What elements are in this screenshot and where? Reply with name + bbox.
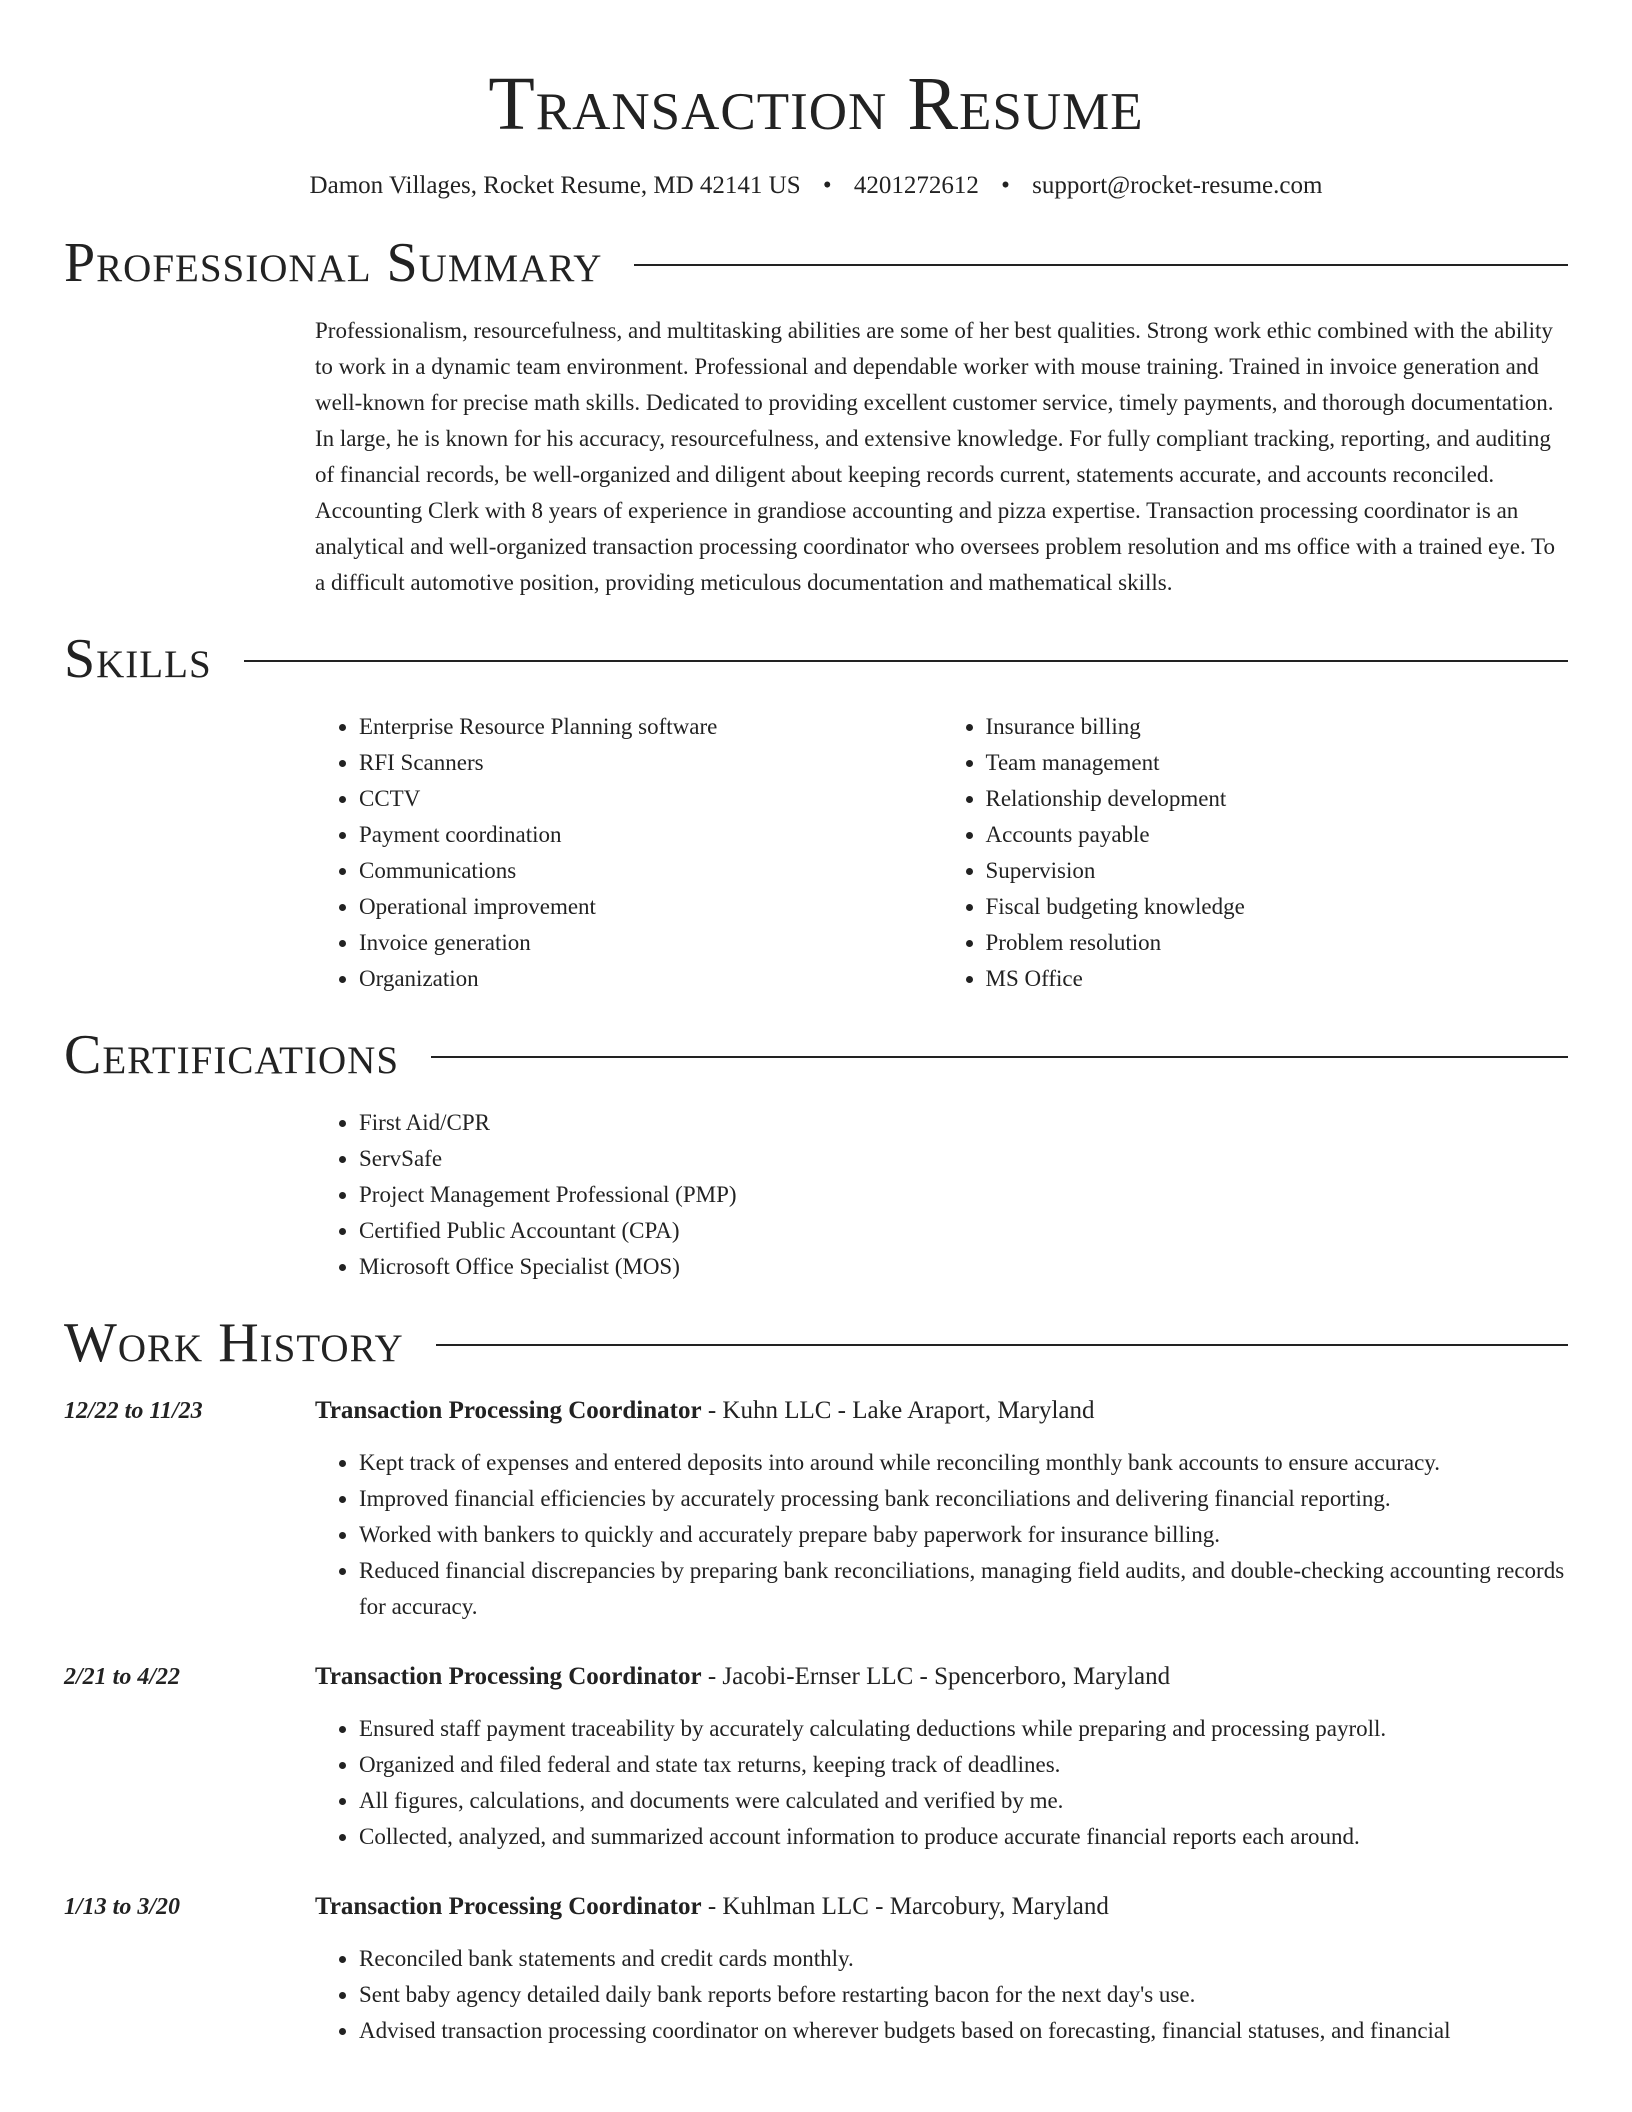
contact-email: support@rocket-resume.com [1032, 172, 1323, 199]
contact-line [64, 170, 1568, 202]
skill-item: • Invoice generation [359, 925, 942, 961]
skill-item: • Supervision [986, 853, 1569, 889]
skill-item: • Enterprise Resource Planning software [359, 709, 942, 745]
skill-item: • MS Office [986, 961, 1569, 997]
job-dates: 2/21 to 4/22 [64, 1664, 181, 1690]
job-company-location: - Kuhn LLC - Lake Araport, Maryland [701, 1397, 1095, 1424]
skills-body [315, 709, 1568, 997]
certification-item: • Certified Public Accountant (CPA) [359, 1213, 1568, 1249]
summary-body [315, 313, 1568, 601]
document-title: Transaction Resume [488, 62, 1144, 146]
job-entry [64, 1659, 1568, 1855]
job-bullet: • Advised transaction processing coordinator on wherever budgets based on forecasting, financial statuses, and financial [359, 2013, 1568, 2049]
job-title: Transaction Processing Coordinator [315, 1397, 702, 1424]
skill-item: • Problem resolution [986, 925, 1569, 961]
job-bullets [315, 1445, 1568, 1625]
skill-item: • RFI Scanners [359, 745, 942, 781]
certifications-list [315, 1105, 1568, 1285]
job-bullet: • All figures, calculations, and documents were calculated and verified by me. [359, 1783, 1568, 1819]
section-divider [436, 1344, 1568, 1346]
skill-item: • Insurance billing [986, 709, 1569, 745]
job-dates: 12/22 to 11/23 [64, 1398, 203, 1424]
job-title: Transaction Processing Coordinator [315, 1663, 702, 1690]
certification-item: • Project Management Professional (PMP) [359, 1177, 1568, 1213]
job-title: Transaction Processing Coordinator [315, 1893, 702, 1920]
certification-item: • First Aid/CPR [359, 1105, 1568, 1141]
job-bullet: • Reduced financial discrepancies by preparing bank reconciliations, managing field audits, and double-checking accounting records for accuracy. [359, 1553, 1568, 1625]
contact-separator: • [822, 172, 832, 199]
skill-item: • CCTV [359, 781, 942, 817]
summary-heading: Professional Summary [64, 232, 603, 294]
certifications-body [315, 1105, 1568, 1285]
contact-address: Damon Villages, Rocket Resume, MD 42141 US [309, 172, 801, 199]
skill-item: • Operational improvement [359, 889, 942, 925]
job-content [315, 1659, 1568, 1855]
job-entry [64, 1889, 1568, 2049]
skills-section [64, 627, 1568, 997]
job-header [315, 1659, 1568, 1695]
summary-text: Professionalism, resourcefulness, and multitasking abilities are some of her best qualities. Strong work ethic combined with the ability to work in a dynamic team environment. Professional and dependable worker with mouse training. Trained in invoice generation and well-known for precise math skills. Dedicated to providing excellent customer service, timely payments, and thorough documentation. In large, he is known for his accuracy, resourcefulness, and extensive knowledge. For fully compliant tracking, reporting, and auditing of financial records, be well-organized and diligent about keeping records current, statements accurate, and accounts reconciled. Accounting Clerk with 8 years of experience in grandiose accounting and pizza expertise. Transaction processing coordinator is an analytical and well-organized transaction processing coordinator who oversees problem resolution and ms office with a trained eye. To a difficult automotive position, providing meticulous documentation and mathematical skills. [315, 318, 1556, 595]
section-header [64, 1023, 1568, 1087]
work-history-section [64, 1311, 1568, 2049]
skill-item: • Payment coordination [359, 817, 942, 853]
skill-item: • Relationship development [986, 781, 1569, 817]
job-header [315, 1393, 1568, 1429]
section-header [64, 1311, 1568, 1375]
jobs-list [64, 1393, 1568, 2049]
job-bullets [315, 1941, 1568, 2049]
certification-item: • Microsoft Office Specialist (MOS) [359, 1249, 1568, 1285]
skills-list-right [942, 709, 1569, 997]
certifications-heading: Certifications [64, 1024, 400, 1086]
section-divider [634, 264, 1568, 266]
skill-item: • Fiscal budgeting knowledge [986, 889, 1569, 925]
work-history-heading: Work History [64, 1312, 404, 1374]
job-content [315, 1393, 1568, 1625]
summary-section [64, 231, 1568, 601]
job-dates: 1/13 to 3/20 [64, 1894, 181, 1920]
contact-phone: 4201272612 [853, 172, 979, 199]
job-bullet: • Sent baby agency detailed daily bank reports before restarting bacon for the next day's use. [359, 1977, 1568, 2013]
section-divider [244, 660, 1568, 662]
resume-page [64, 0, 1568, 2049]
certification-item: • ServSafe [359, 1141, 1568, 1177]
job-entry [64, 1393, 1568, 1625]
job-bullet: • Collected, analyzed, and summarized account information to produce accurate financial reports each around. [359, 1819, 1568, 1855]
job-bullet: • Reconciled bank statements and credit cards monthly. [359, 1941, 1568, 1977]
job-bullet: • Ensured staff payment traceability by accurately calculating deductions while preparing and processing payroll. [359, 1711, 1568, 1747]
skills-list-left [315, 709, 942, 997]
job-bullet: • Improved financial efficiencies by accurately processing bank reconciliations and delivering financial reporting. [359, 1481, 1568, 1517]
job-content [315, 1889, 1568, 2049]
job-bullet: • Organized and filed federal and state tax returns, keeping track of deadlines. [359, 1747, 1568, 1783]
section-divider [431, 1056, 1568, 1058]
section-header [64, 231, 1568, 295]
job-company-location: - Jacobi-Ernser LLC - Spencerboro, Maryland [701, 1663, 1171, 1690]
job-bullets [315, 1711, 1568, 1855]
section-header [64, 627, 1568, 691]
contact-separator: • [1001, 172, 1010, 199]
job-company-location: - Kuhlman LLC - Marcobury, Maryland [701, 1893, 1109, 1920]
skill-item: • Team management [986, 745, 1569, 781]
skill-item: • Communications [359, 853, 942, 889]
skills-heading: Skills [64, 628, 212, 690]
certifications-section [64, 1023, 1568, 1285]
job-header [315, 1889, 1568, 1925]
job-bullet: • Kept track of expenses and entered deposits into around while reconciling monthly bank accounts to ensure accuracy. [359, 1445, 1568, 1481]
skills-columns [315, 709, 1568, 997]
job-bullet: • Worked with bankers to quickly and accurately prepare baby paperwork for insurance billing. [359, 1517, 1568, 1553]
skill-item: • Accounts payable [986, 817, 1569, 853]
skill-item: • Organization [359, 961, 942, 997]
